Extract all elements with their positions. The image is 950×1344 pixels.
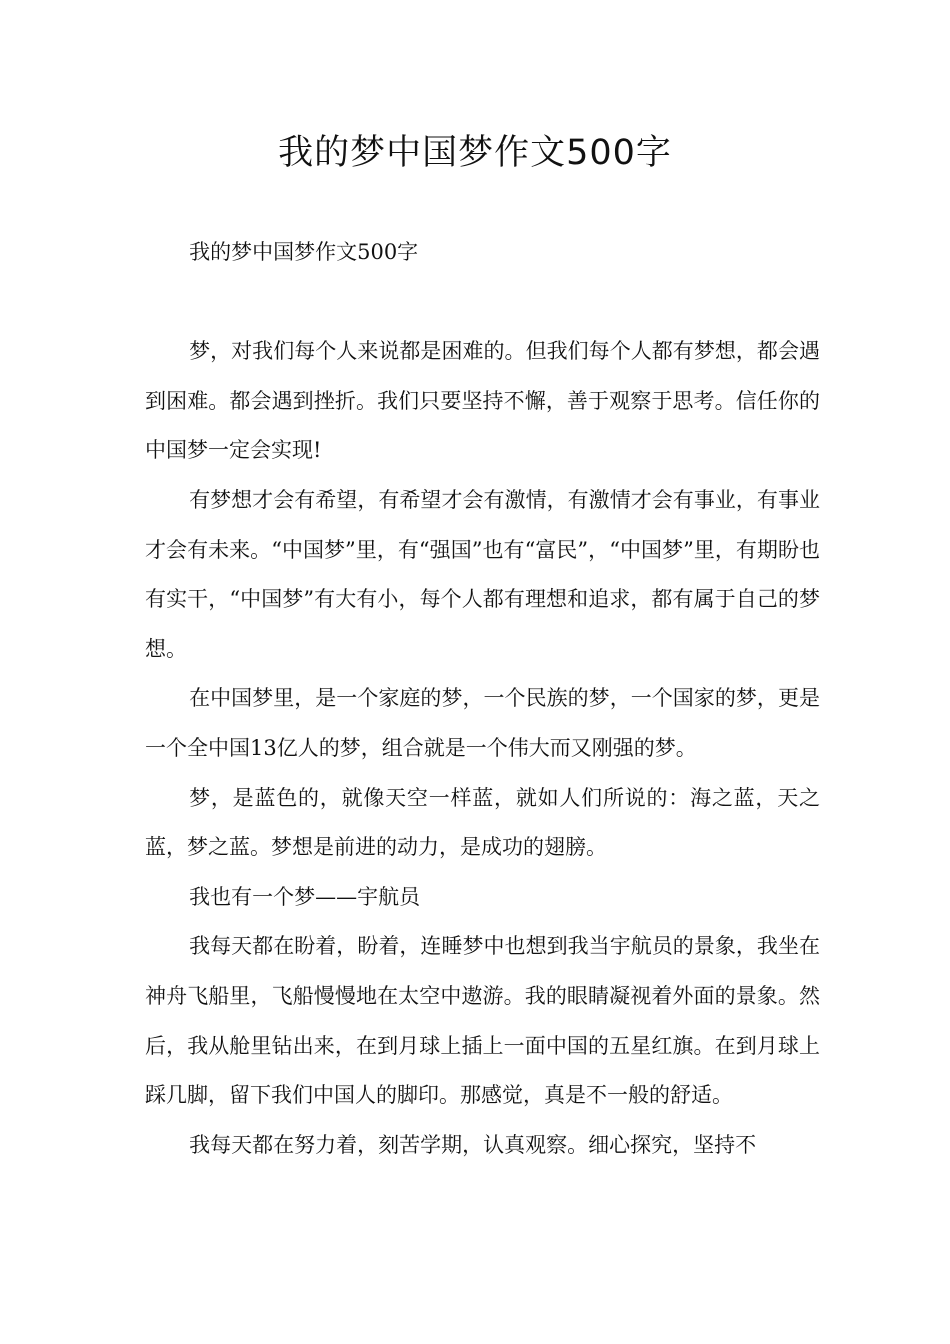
section-heading: 我也有一个梦——宇航员 <box>189 884 421 909</box>
document-body <box>145 228 820 1170</box>
paragraph: 我每天都在努力着，刻苦学期，认真观察。细心探究，坚持不 <box>189 1132 757 1157</box>
paragraph: 在中国梦里，是一个家庭的梦，一个民族的梦，一个国家的梦，更是一个全中国13亿人的梦，组合就是一个伟大而又刚强的梦。 <box>145 686 820 760</box>
document-title: 我的梦中国梦作文500字 <box>278 133 672 173</box>
paragraph: 我每天都在盼着，盼着，连睡梦中也想到我当宇航员的景象，我坐在神舟飞船里，飞船慢慢地在太空中遨游。我的眼睛凝视着外面的景象。然后，我从舱里钻出来，在到月球上插上一面中国的五星红旗。在到月球上踩几脚，留下我们中国人的脚印。那感觉，真是不一般的舒适。 <box>145 934 820 1108</box>
paragraph: 梦，是蓝色的，就像天空一样蓝，就如人们所说的：海之蓝，天之蓝，梦之蓝。梦想是前进的动力，是成功的翅膀。 <box>145 785 820 860</box>
paragraph: 梦，对我们每个人来说都是困难的。但我们每个人都有梦想，都会遇到困难。都会遇到挫折。我们只要坚持不懈，善于观察于思考。信任你的中国梦一定会实现! <box>145 339 820 463</box>
document-subtitle: 我的梦中国梦作文500字 <box>189 240 419 264</box>
paragraph: 有梦想才会有希望，有希望才会有激情，有激情才会有事业，有事业才会有未来。“中国梦”里，有“强国”也有“富民”，“中国梦”里，有期盼也有实干，“中国梦”有大有小，每个人都有理想和追求，都有属于自己的梦想。 <box>145 487 820 661</box>
